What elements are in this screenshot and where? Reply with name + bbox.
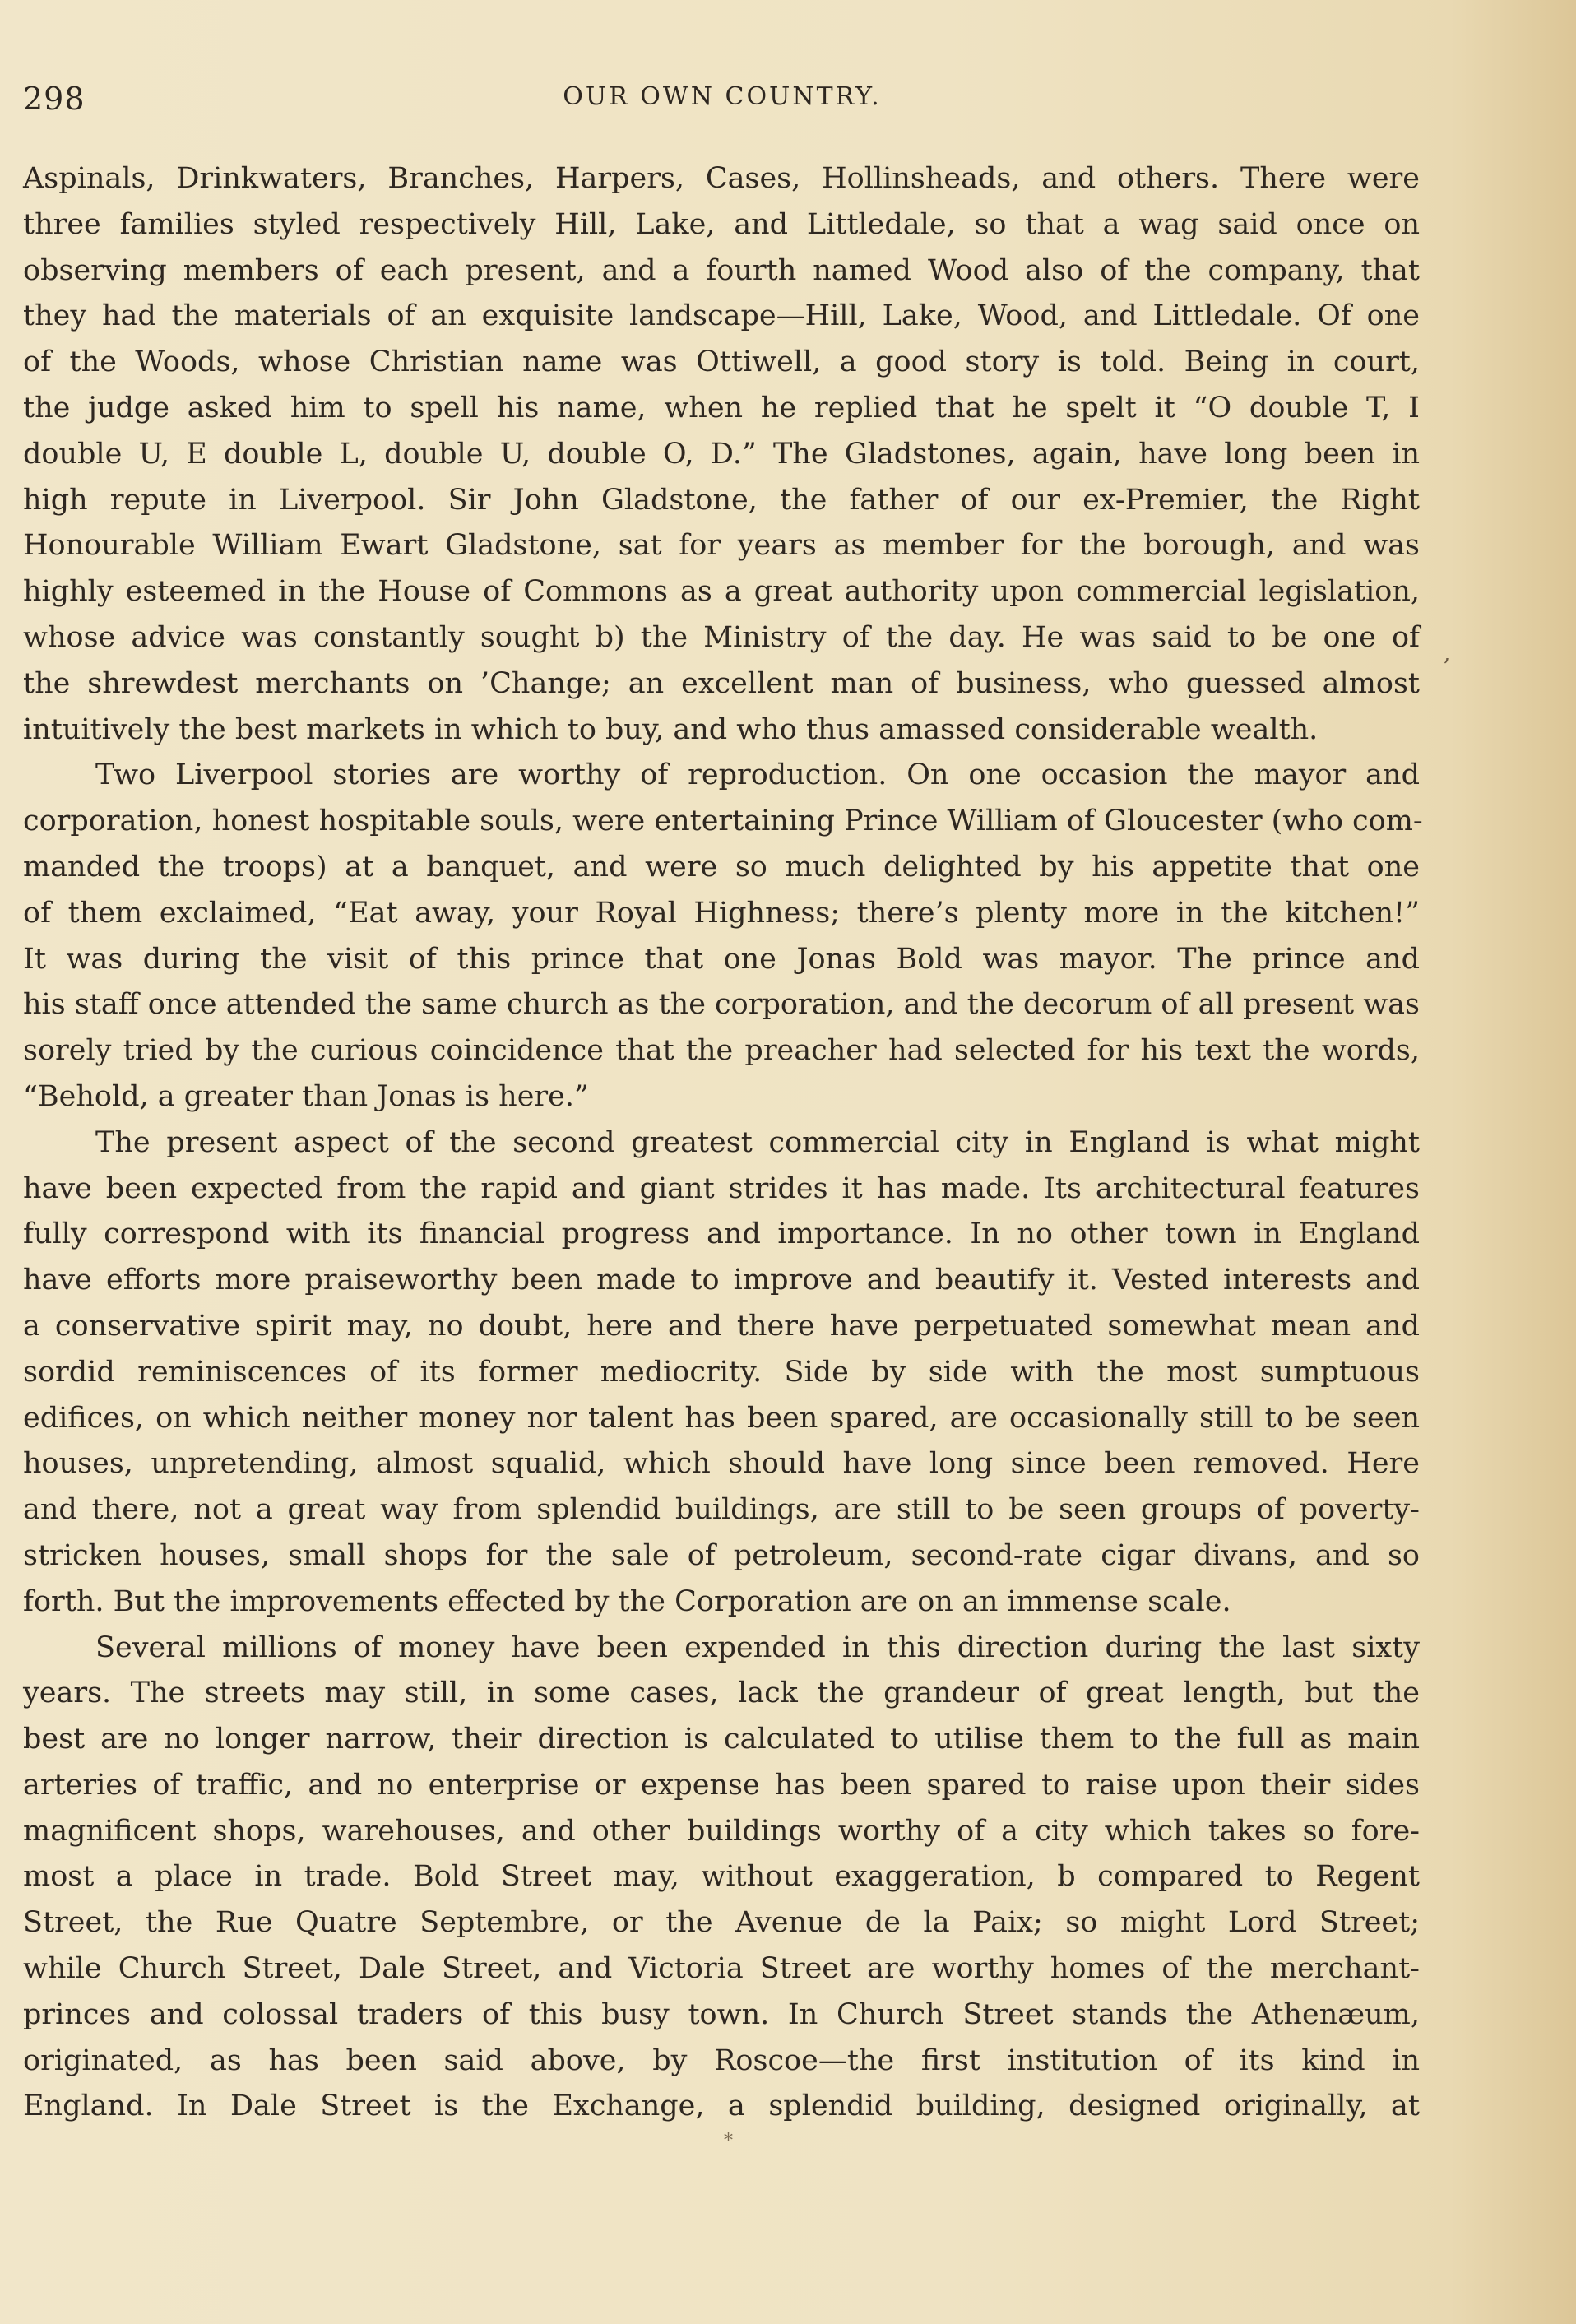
text-line: houses, unpretending, almost squalid, which should have long since been removed. Here — [23, 1447, 1420, 1481]
text-line: most a place in trade. Bold Street may, without exaggeration, b compared to Regent — [23, 1860, 1420, 1894]
text-line: “Behold, a greater than Jonas is here.” — [23, 1079, 589, 1113]
paragraph-3 — [23, 1120, 1420, 1626]
paragraph-2 — [23, 753, 1423, 1120]
text-line: Street, the Rue Quatre Septembre, or the Avenue de la Paix; so might Lord Street; — [23, 1906, 1420, 1940]
text-line: while Church Street, Dale Street, and Victoria Street are worthy homes of the merchant- — [23, 1952, 1420, 1986]
text-line: highly esteemed in the House of Commons as a great authority upon commercial legislation, — [23, 575, 1420, 609]
text-line: originated, as has been said above, by Roscoe—the first institution of its kind in — [23, 2043, 1420, 2077]
paragraph-1 — [23, 156, 1420, 753]
footer-ornament: * — [724, 2131, 733, 2151]
text-line: sordid reminiscences of its former mediocrity. Side by side with the most sumptuous — [23, 1355, 1420, 1389]
text-line: double U, E double L, double U, double O, D.” The Gladstones, again, have long been in — [23, 437, 1420, 471]
paragraph-4 — [23, 1626, 1420, 2131]
text-line: The present aspect of the second greatest commercial city in England is what might — [95, 1125, 1420, 1159]
text-line: the judge asked him to spell his name, when he replied that he spelt it “O double T, I — [23, 391, 1420, 424]
text-line: stricken houses, small shops for the sale of petroleum, second-rate cigar divans, and so — [23, 1538, 1420, 1572]
text-line: Two Liverpool stories are worthy of reproduction. On one occasion the mayor and — [95, 758, 1420, 792]
text-line: It was during the visit of this prince that one Jonas Bold was mayor. The prince and — [23, 942, 1420, 976]
text-line: a conservative spirit may, no doubt, here and there have perpetuated somewhat mean and — [23, 1309, 1420, 1343]
text-line: of the Woods, whose Christian name was Ottiwell, a good story is told. Being in court, — [23, 346, 1420, 379]
text-line: edifices, on which neither money nor talent has been spared, are occasionally still to be seen — [23, 1401, 1420, 1435]
body-text — [23, 156, 1423, 2130]
text-line: England. In Dale Street is the Exchange, a splendid building, designed originally, at — [23, 2090, 1420, 2123]
text-line: magnificent shops, warehouses, and other buildings worthy of a city which takes so fore- — [23, 1814, 1420, 1848]
page-number: 298 — [23, 81, 86, 117]
text-line: whose advice was constantly sought b) the Ministry of the day. He was said to be one of — [23, 620, 1420, 654]
text-line: three families styled respectively Hill, Lake, and Littledale, so that a wag said once on — [23, 207, 1420, 241]
text-line: sorely tried by the curious coincidence that the preacher had selected for his text the words, — [23, 1034, 1420, 1068]
text-line: forth. But the improvements effected by the Corporation are on an immense scale. — [23, 1584, 1231, 1618]
text-line: years. The streets may still, in some cases, lack the grandeur of great length, but the — [23, 1677, 1420, 1710]
text-line: have been expected from the rapid and giant strides it has made. Its architectural features — [23, 1171, 1420, 1205]
text-line: of them exclaimed, “Eat away, your Royal Highness; there’s plenty more in the kitchen!” — [23, 896, 1420, 930]
page-header — [23, 81, 1421, 122]
text-line: his staff once attended the same church as the corporation, and the decorum of all present was — [23, 988, 1420, 1022]
text-line: high repute in Liverpool. Sir John Gladstone, the father of our ex-Premier, the Right — [23, 483, 1420, 517]
text-line: arteries of traffic, and no enterprise or expense has been spared to raise upon their sides — [23, 1768, 1420, 1802]
text-line: Honourable William Ewart Gladstone, sat for years as member for the borough, and was — [23, 529, 1420, 563]
text-line: intuitively the best markets in which to buy, and who thus amassed considerable wealth. — [23, 712, 1319, 746]
text-line: corporation, honest hospitable souls, were entertaining Prince William of Gloucester (who com- — [23, 805, 1423, 838]
running-title: OUR OWN COUNTRY. — [563, 82, 882, 111]
text-line: princes and colossal traders of this busy town. In Church Street stands the Athenæum, — [23, 1997, 1420, 2031]
text-line: Aspinals, Drinkwaters, Branches, Harpers, Cases, Hollinsheads, and others. There were — [23, 162, 1420, 195]
text-line: fully correspond with its financial progress and importance. In no other town in England — [23, 1218, 1420, 1251]
text-line: Several millions of money have been expended in this direction during the last sixty — [95, 1631, 1420, 1664]
text-line: the shrewdest merchants on ’Change; an excellent man of business, who guessed almost — [23, 666, 1420, 700]
text-line: manded the troops) at a banquet, and were so much delighted by his appetite that one — [23, 850, 1420, 884]
text-line: and there, not a great way from splendid buildings, are still to be seen groups of poverty- — [23, 1493, 1420, 1527]
text-line: best are no longer narrow, their direction is calculated to utilise them to the full as main — [23, 1723, 1420, 1756]
text-line: observing members of each present, and a fourth named Wood also of the company, that — [23, 253, 1420, 287]
margin-mark: , — [1444, 642, 1451, 666]
text-line: they had the materials of an exquisite landscape—Hill, Lake, Wood, and Littledale. Of one — [23, 299, 1420, 333]
text-line: have efforts more praiseworthy been made to improve and beautify it. Vested interests and — [23, 1264, 1420, 1297]
